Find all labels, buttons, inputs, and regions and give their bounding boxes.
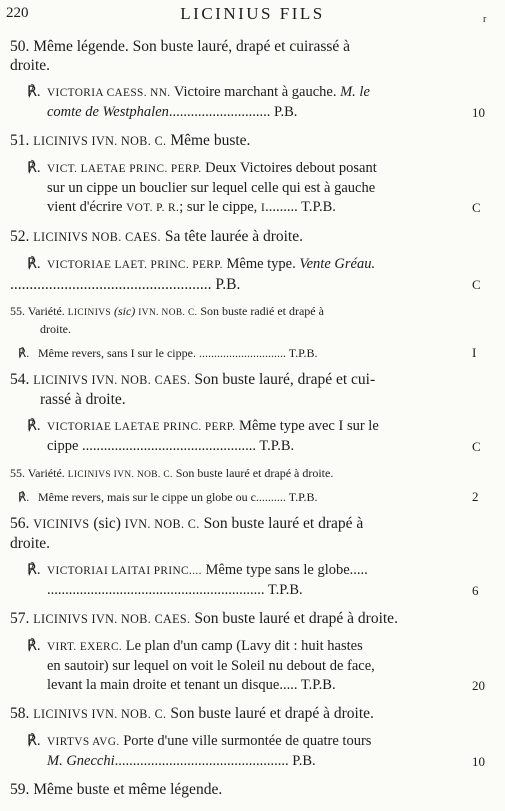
sic-note: (sic) [113,304,136,318]
reverse-mark: ℟. [27,562,41,578]
reverse-description: ; sur le cippe, [179,199,258,215]
price: 10 [472,105,485,120]
entry-number: 57. [10,610,30,627]
reverse-line [0,345,505,361]
catalogue-entry [0,609,505,695]
reverse-line [0,159,505,179]
reverse-legend: VICTORIA CAESS. NN. [47,87,171,99]
obverse-description: Son buste lauré, drapé et cui- [194,371,376,388]
reverse-line [0,637,505,657]
catalogue-entry [0,131,505,218]
reverse-description: Même type. [226,256,296,272]
sic-note: (sic) [93,515,121,532]
obverse-line [0,56,505,75]
catalogue-entry [0,704,505,771]
entry-number: 59. [10,781,30,798]
obverse-line [0,704,505,724]
grade: cippe ................................................ T.P.B. [47,438,295,454]
provenance: comte de Westphalen [47,104,169,120]
reverse-description: Porte d'une ville surmontée de quatre tours [123,733,372,749]
reverse-mark: ℟. [18,490,30,504]
reverse-mark: ℟. [27,733,41,749]
obverse-line [0,370,505,390]
rarity: C [472,277,481,292]
obverse-description: Sa tête laurée à droite. [164,228,303,245]
rarity: C [472,200,481,215]
reverse-inscription: VOT. P. R. [126,202,180,214]
obverse-description: Son buste lauré et drapé à droite. [175,466,334,480]
reverse-line [0,732,505,752]
rarity: 6 [472,583,479,598]
catalogue-entry [0,37,505,122]
entry-number: 51. [10,132,30,149]
obverse-legend: LICINIVS IVN. NOB. C. [33,134,167,148]
obverse-line [0,609,505,629]
rarity: I [472,345,477,360]
page-header [0,0,505,24]
obverse-description: Variété. [27,466,65,480]
reverse-line [0,83,505,103]
entry-number: 54. [10,371,30,388]
obverse-line [0,303,505,321]
reverse-legend: VIRTVS AVG. [47,736,120,748]
reverse-mark: ℟. [27,84,41,100]
rarity: 2 [472,489,479,504]
obverse-description: droite. [10,57,51,74]
catalogue-entry [0,780,505,799]
obverse-description: Son buste lauré et drapé à droite. [170,705,374,722]
reverse-description: Même type sans le globe..... [205,562,368,578]
reverse-line [0,676,505,695]
reverse-legend: VICTORIAI LAITAI PRINC.... [47,565,202,577]
reverse-mark: ℟. [27,638,41,654]
obverse-legend: LICINIVS IVN. NOB. CAES. [33,373,191,387]
grade: ............................................................ T.P.B. [47,582,303,598]
reverse-inscription: I [260,202,266,214]
reverse-description: Victoire marchant à gauche. [173,84,337,100]
running-title: LICINIUS FILS [180,4,325,23]
reverse-mark: ℟. [18,346,30,360]
obverse-legend: IVN. NOB. C. [138,308,198,318]
reverse-line [0,275,505,294]
reverse-legend: VICTORIAE LAETAE PRINC. PERP. [47,421,236,433]
entry-number: 55. [10,466,25,480]
coin-catalogue [0,37,505,808]
grade: ................................................ P.B. [114,753,316,769]
obverse-description: Son buste radié et drapé à [200,304,324,318]
obverse-legend: LICINIVS IVN. NOB. C. [67,470,173,480]
reverse-legend: VICTORIAE LAET. PRINC. PERP. [47,259,223,271]
obverse-description: Son buste lauré et drapé à [203,515,364,532]
obverse-description: Même buste. [170,132,251,149]
reverse-description: Le plan d'un camp (Lavy dit : huit hastes [125,638,363,654]
catalogue-entry [0,514,505,600]
page-number: 220 [6,5,29,21]
obverse-description: Même légende. Son buste lauré, drapé et cuirassé à [33,38,351,55]
reverse-line [0,581,505,600]
rarity: C [472,439,481,454]
reverse-mark: ℟. [27,160,41,176]
grade: ......... T.P.B. [265,199,336,215]
catalogue-entry [0,303,505,361]
obverse-line [0,780,505,799]
entry-number: 50. [10,38,30,55]
reverse-mark: ℟. [27,418,41,434]
price: 20 [472,678,485,693]
reverse-description: sur un cippe un bouclier sur lequel celle qui est à gauche [47,180,376,196]
entry-number: 55. [10,304,25,318]
price: 10 [472,754,485,769]
obverse-line [0,534,505,553]
provenance: Vente Gréau. [299,256,376,272]
grade: ............................ P.B. [168,104,298,120]
obverse-description: droite. [10,535,51,552]
obverse-legend: LICINIVS NOB. CAES. [33,230,161,244]
obverse-line [0,227,505,247]
obverse-line [0,390,505,409]
reverse-line [0,179,505,198]
obverse-line [0,37,505,56]
provenance: M. Gnecchi [47,753,115,769]
reverse-description: Même type avec I sur le [239,418,379,434]
reverse-line [0,561,505,581]
reverse-description: Même revers, sans I sur le cippe. ............................. T.P.B. [38,346,318,360]
entry-number: 56. [10,515,30,532]
reverse-line [0,437,505,456]
catalogue-entry [0,465,505,505]
reverse-legend: VICT. LAETAE PRINC. PERP. [47,163,202,175]
reverse-mark: ℟. [27,256,41,272]
obverse-line [0,465,505,483]
corner-mark: r [483,14,487,25]
catalogue-entry [0,370,505,456]
reverse-legend: VIRT. EXERC. [47,641,123,653]
reverse-line [0,489,505,505]
obverse-legend: VICINIVS [33,517,90,531]
reverse-line [0,417,505,437]
reverse-description: levant la main droite et tenant un disque..... T.P.B. [47,677,336,693]
reverse-description: Même revers, mais sur le cippe un globe ou c.......... T.P.B. [38,490,318,504]
obverse-description: droite. [40,322,71,336]
obverse-description: rassé à droite. [40,391,126,408]
reverse-description: vient d'écrire [47,199,123,215]
reverse-line [0,752,505,771]
reverse-line [0,657,505,676]
catalogue-entry [0,227,505,294]
obverse-legend: LICINIVS [67,308,111,318]
obverse-line [0,321,505,337]
obverse-description: Son buste lauré et drapé à droite. [194,610,398,627]
obverse-legend: IVN. NOB. C. [124,517,200,531]
obverse-legend: LICINIVS IVN. NOB. CAES. [33,612,191,626]
obverse-description: Même buste et même légende. [33,781,223,798]
reverse-description: Deux Victoires debout posant [205,160,377,176]
reverse-line [0,255,505,275]
entry-number: 58. [10,705,30,722]
obverse-line [0,514,505,534]
obverse-description: Variété. [27,304,65,318]
reverse-description: en sautoir) sur lequel on voit le Soleil nu debout de face, [47,658,375,674]
obverse-legend: LICINIVS IVN. NOB. C. [33,707,167,721]
obverse-line [0,131,505,151]
reverse-line [0,103,505,122]
reverse-line [0,198,505,218]
provenance: M. le [340,84,370,100]
grade: .................................................... P.B. [10,276,241,293]
entry-number: 52. [10,228,30,245]
